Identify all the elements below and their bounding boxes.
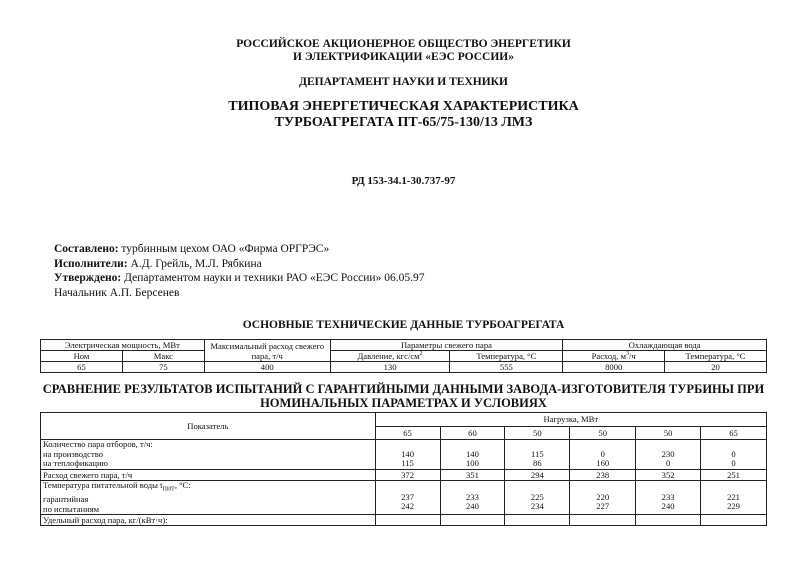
specific-steam-cell <box>375 515 440 526</box>
head-of-department: Начальник А.П. Берсенев <box>54 286 180 299</box>
organization-name <box>0 38 807 64</box>
cell-pressure: 130 <box>330 362 450 373</box>
document-title <box>0 99 807 131</box>
load-6: 65 <box>701 426 767 440</box>
row-extraction-label: Количество пара отборов, т/ч: на производство на теплофикацию <box>41 440 376 470</box>
comparison-table <box>40 412 767 526</box>
executors-label: Исполнители: <box>54 257 128 270</box>
steam-flow-cell: 294 <box>505 469 570 480</box>
cell-steam-temp: 555 <box>450 362 563 373</box>
table-row <box>41 362 767 373</box>
approved-by <box>54 271 424 286</box>
extraction-cell: 230 0 <box>636 440 701 470</box>
load-1: 65 <box>375 426 440 440</box>
cell-water-temp: 20 <box>665 362 767 373</box>
steam-flow-cell: 351 <box>440 469 505 480</box>
specific-steam-cell <box>570 515 636 526</box>
steam-flow-cell: 352 <box>636 469 701 480</box>
document-metadata <box>54 242 424 300</box>
load-2: 60 <box>440 426 505 440</box>
header-power: Электрическая мощность, МВт <box>41 340 205 351</box>
row-steam-flow-label: Расход свежего пара, т/ч <box>41 469 376 480</box>
table-row <box>41 515 767 526</box>
executors-value: А.Д. Грейль, М.Л. Рябкина <box>130 257 262 270</box>
extraction-cell: 140 115 <box>375 440 440 470</box>
comparison-title-line-1: СРАВНЕНИЕ РЕЗУЛЬТАТОВ ИСПЫТАНИЙ С ГАРАНТИЙНЫМИ ДАННЫМИ ЗАВОДА-ИЗГОТОВИТЕЛЯ ТУРБИНЫ ПРИ <box>42 382 765 396</box>
header-max-flow: Максимальный расход свежего пара, т/ч <box>204 340 330 362</box>
header-water-flow: Расход, $м^3/ч$ <box>563 351 665 362</box>
title-line-2: ТУРБОАГРЕГАТА ПТ-65/75-130/13 ЛМЗ <box>274 115 533 130</box>
specific-steam-cell <box>440 515 505 526</box>
load-5: 50 <box>636 426 701 440</box>
cell-water-flow: 8000 <box>563 362 665 373</box>
technical-data-table <box>40 339 767 373</box>
compiled-by <box>54 242 424 257</box>
extraction-cell: 0 160 <box>570 440 636 470</box>
row-feedwater-temp-label: Температура питательной воды $t_{ПИТ}$, °С: гарантийная по испытаниям <box>41 480 376 515</box>
load-3: 50 <box>505 426 570 440</box>
table-row <box>41 480 767 515</box>
feedwater-temp-cell: 221 229 <box>701 480 767 515</box>
header-indicator: Показатель <box>41 413 376 440</box>
feedwater-temp-cell: 233 240 <box>636 480 701 515</box>
header-nom: Ном <box>41 351 123 362</box>
feedwater-temp-cell: 220 227 <box>570 480 636 515</box>
table-row <box>41 440 767 470</box>
approved-value: Департаментом науки и техники РАО «ЕЭС России» 06.05.97 <box>124 272 425 284</box>
comparison-title-line-2: НОМИНАЛЬНЫХ ПАРАМЕТРАХ И УСЛОВИЯХ <box>260 396 547 410</box>
document-code: РД 153-34.1-30.737-97 <box>351 175 456 187</box>
row-specific-steam-label: Удельный расход пара, кг/(кВт·ч): <box>41 515 376 526</box>
extraction-cell: 115 86 <box>505 440 570 470</box>
comparison-title <box>0 382 807 410</box>
compiled-value: турбинным цехом ОАО «Фирма ОРГРЭС» <box>121 243 330 255</box>
org-line-1: РОССИЙСКОЕ АКЦИОНЕРНОЕ ОБЩЕСТВО ЭНЕРГЕТИКИ <box>236 38 571 50</box>
cell-nom: 65 <box>41 362 123 373</box>
cell-max-flow: 400 <box>204 362 330 373</box>
org-line-2: И ЭЛЕКТРИФИКАЦИИ «ЕЭС РОССИИ» <box>293 51 514 63</box>
steam-flow-cell: 251 <box>701 469 767 480</box>
table-row <box>41 469 767 480</box>
feedwater-temp-cell: 237 242 <box>375 480 440 515</box>
header-max: Макс <box>122 351 204 362</box>
feedwater-temp-cell: 233 240 <box>440 480 505 515</box>
title-line-1: ТИПОВАЯ ЭНЕРГЕТИЧЕСКАЯ ХАРАКТЕРИСТИКА <box>228 99 579 114</box>
specific-steam-cell <box>636 515 701 526</box>
extraction-cell: 0 0 <box>701 440 767 470</box>
approved-label: Утверждено: <box>54 272 122 284</box>
header-cooling-water: Охлаждающая вода <box>563 340 767 351</box>
header-pressure: Давление, кгс/$см^2$ <box>330 351 450 362</box>
feedwater-temp-cell: 225 234 <box>505 480 570 515</box>
specific-steam-cell <box>505 515 570 526</box>
extraction-cell: 140 100 <box>440 440 505 470</box>
load-4: 50 <box>570 426 636 440</box>
header-steam-temp: Температура, °С <box>450 351 563 362</box>
department-name: ДЕПАРТАМЕНТ НАУКИ И ТЕХНИКИ <box>299 76 508 88</box>
header-water-temp: Температура, °С <box>665 351 767 362</box>
steam-flow-cell: 238 <box>570 469 636 480</box>
specific-steam-cell <box>701 515 767 526</box>
header-steam-params: Параметры свежего пара <box>330 340 563 351</box>
steam-flow-cell: 372 <box>375 469 440 480</box>
header-load: Нагрузка, МВт <box>375 413 766 427</box>
executors <box>54 257 424 272</box>
cell-max: 75 <box>122 362 204 373</box>
compiled-label: Составлено: <box>54 243 119 255</box>
technical-data-title: ОСНОВНЫЕ ТЕХНИЧЕСКИЕ ДАННЫЕ ТУРБОАГРЕГАТА <box>242 319 565 331</box>
